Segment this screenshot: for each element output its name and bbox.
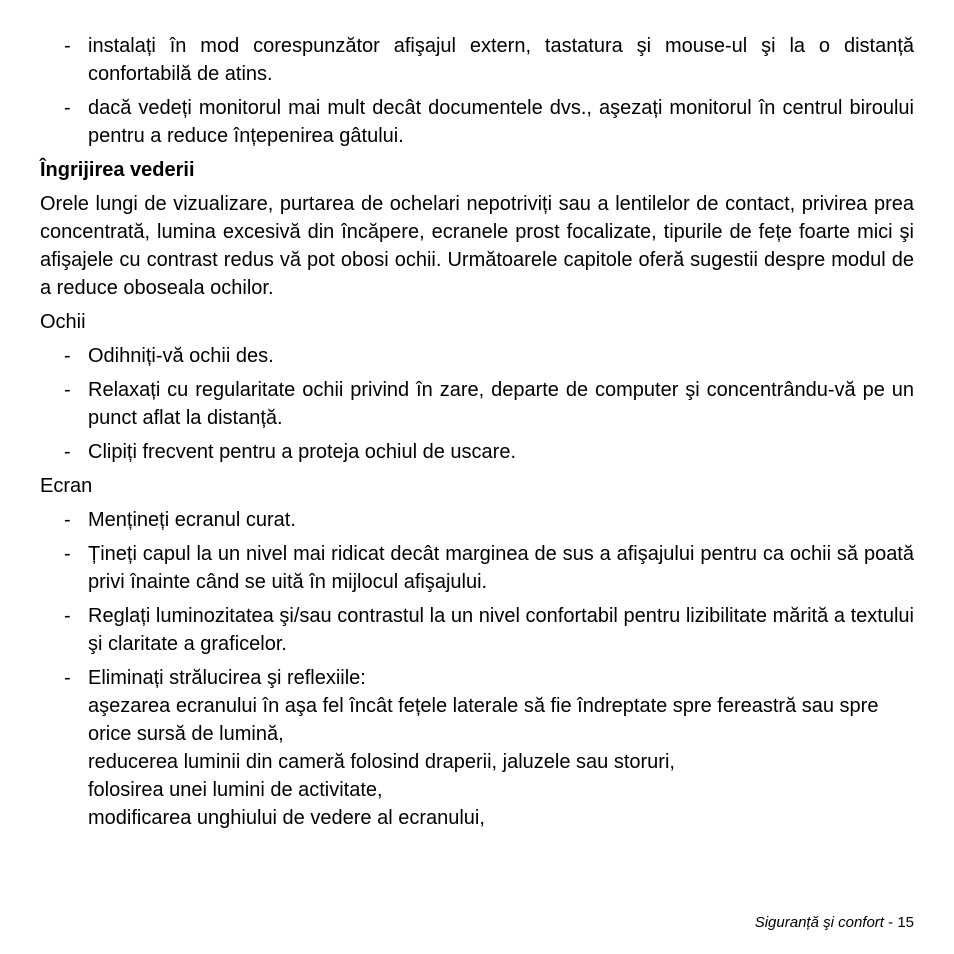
- list-item: [40, 664, 914, 832]
- list-item-text: Reglați luminozitatea şi/sau contrastul la un nivel confortabil pentru lizibilitate mărită a textului şi claritate a graficelor.: [88, 605, 914, 655]
- bullet-dash: -: [64, 97, 71, 119]
- list-item-text: Mențineți ecranul curat.: [88, 509, 296, 531]
- bullet-dash: -: [64, 667, 71, 689]
- intro-paragraph: Orele lungi de vizualizare, purtarea de ochelari nepotriviți sau a lentilelor de contact, privirea prea concentrată, lumina excesivă din încăpere, ecranele prost focalizate, tipurile de fețe foarte mici şi afişajele cu contrast redus vă pot obosi ochii. Următoarele capitole oferă sugestii despre modul de a reduce oboseala ochilor.: [40, 193, 914, 299]
- list-item-text: Țineți capul la un nivel mai ridicat decât marginea de sus a afişajului pentru ca ochii să poată privi înainte când se uită în mijlocul afişajului.: [88, 543, 914, 593]
- list-item-text: Odihniți-vă ochii des.: [88, 345, 274, 367]
- footer-title: Siguranță şi confort: [754, 914, 884, 931]
- list-item: [40, 438, 914, 466]
- list-item-text: Relaxați cu regularitate ochii privind în zare, departe de computer şi concentrându-vă pe un punct aflat la distanță.: [88, 379, 914, 429]
- list-item: [40, 342, 914, 370]
- bullet-dash: -: [64, 345, 71, 367]
- list-item: [40, 376, 914, 432]
- list-item-text: instalați în mod corespunzător afişajul extern, tastatura şi mouse-ul şi la o distanță confortabilă de atins.: [88, 35, 914, 85]
- page-footer: [755, 913, 914, 933]
- glare-intro: Eliminați strălucirea şi reflexiile:: [88, 667, 366, 689]
- bullet-dash: -: [64, 35, 71, 57]
- list-item: [40, 540, 914, 596]
- list-item-text: Clipiți frecvent pentru a proteja ochiul de uscare.: [88, 441, 517, 463]
- bullet-dash: -: [64, 605, 71, 627]
- document-body: [40, 32, 914, 838]
- list-item: [40, 602, 914, 658]
- page-number: 15: [897, 914, 914, 931]
- list-item: [40, 506, 914, 534]
- glare-line: folosirea unei lumini de activitate,: [88, 779, 383, 801]
- list-item: [40, 94, 914, 150]
- bullet-dash: -: [64, 379, 71, 401]
- list-item: [40, 32, 914, 88]
- glare-line: modificarea unghiului de vedere al ecranului,: [88, 807, 485, 829]
- glare-line: aşezarea ecranului în aşa fel încât fețele laterale să fie îndreptate spre fereastră sau spre orice sursă de lumină,: [88, 695, 879, 745]
- bullet-dash: -: [64, 441, 71, 463]
- footer-separator: -: [888, 914, 894, 931]
- eyes-label: Ochii: [40, 311, 86, 333]
- section-heading: Îngrijirea vederii: [40, 159, 195, 181]
- list-item-text: dacă vedeți monitorul mai mult decât documentele dvs., aşezați monitorul în centrul biroului pentru a reduce înțepenirea gâtului.: [88, 97, 914, 147]
- bullet-dash: -: [64, 543, 71, 565]
- glare-line: reducerea luminii din cameră folosind draperii, jaluzele sau storuri,: [88, 751, 675, 773]
- bullet-dash: -: [64, 509, 71, 531]
- screen-label: Ecran: [40, 475, 93, 497]
